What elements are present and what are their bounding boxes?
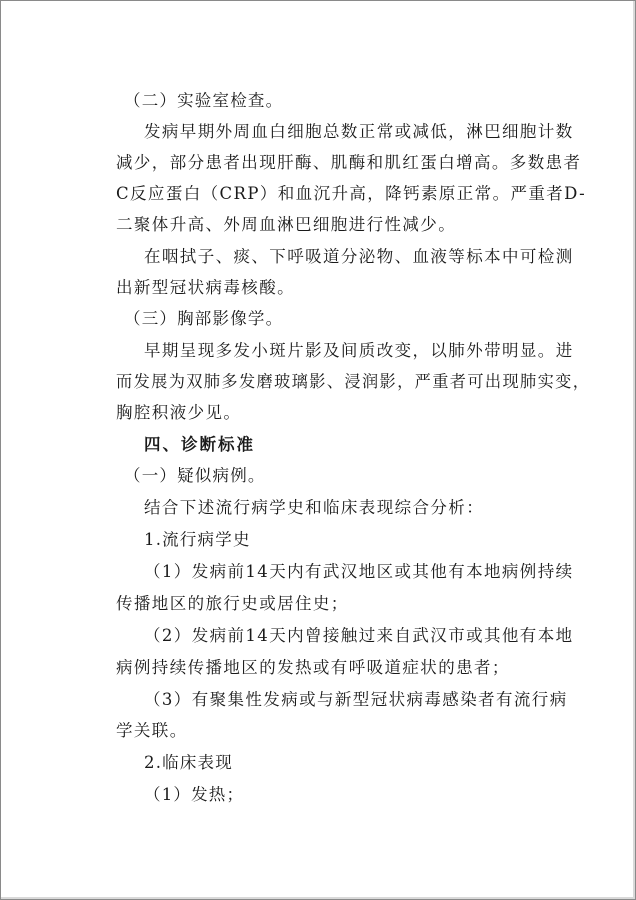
- section-heading-lab-tests: （二）实验室检查。: [124, 91, 284, 110]
- paragraph-line: 而发展为双肺多发磨玻璃影、浸润影，严重者可出现肺实变，: [116, 372, 591, 391]
- paragraph-line: （3）有聚集性发病或与新型冠状病毒感染者有流行病: [144, 690, 568, 709]
- paragraph-line: （1）发热；: [144, 785, 245, 804]
- list-heading-epidemiology: 1.流行病学史: [144, 530, 251, 549]
- paragraph-line: 发病早期外周血白细胞总数正常或减低，淋巴细胞计数: [144, 122, 574, 141]
- section-heading-diagnosis: 四、诊断标准: [144, 435, 255, 454]
- paragraph-line: 学关联。: [116, 721, 188, 740]
- paragraph-line: 胸腔积液少见。: [116, 403, 242, 422]
- paragraph-line: 二聚体升高、外周血淋巴细胞进行性减少。: [116, 215, 457, 234]
- subsection-heading-suspected: （一）疑似病例。: [124, 466, 266, 485]
- list-heading-clinical: 2.临床表现: [144, 753, 233, 772]
- paragraph-line: （2）发病前14天内曾接触过来自武汉市或其他有本地: [144, 626, 574, 645]
- paragraph-line: 传播地区的旅行史或居住史；: [116, 594, 349, 613]
- paragraph-line: （1）发病前14天内有武汉地区或其他有本地病例持续: [144, 562, 574, 581]
- paragraph-line: 结合下述流行病学史和临床表现综合分析：: [144, 498, 485, 517]
- paragraph-line: 在咽拭子、痰、下呼吸道分泌物、血液等标本中可检测: [144, 247, 574, 266]
- section-heading-imaging: （三）胸部影像学。: [124, 309, 284, 328]
- paragraph-line: 早期呈现多发小斑片影及间质改变，以肺外带明显。进: [144, 341, 574, 360]
- paragraph-line: 减少，部分患者出现肝酶、肌酶和肌红蛋白增高。多数患者: [116, 153, 582, 172]
- paragraph-line: C反应蛋白（CRP）和血沉升高，降钙素原正常。严重者D-: [116, 184, 587, 203]
- paragraph-line: 病例持续传播地区的发热或有呼吸道症状的患者；: [116, 658, 510, 677]
- paragraph-line: 出新型冠状病毒核酸。: [116, 278, 295, 297]
